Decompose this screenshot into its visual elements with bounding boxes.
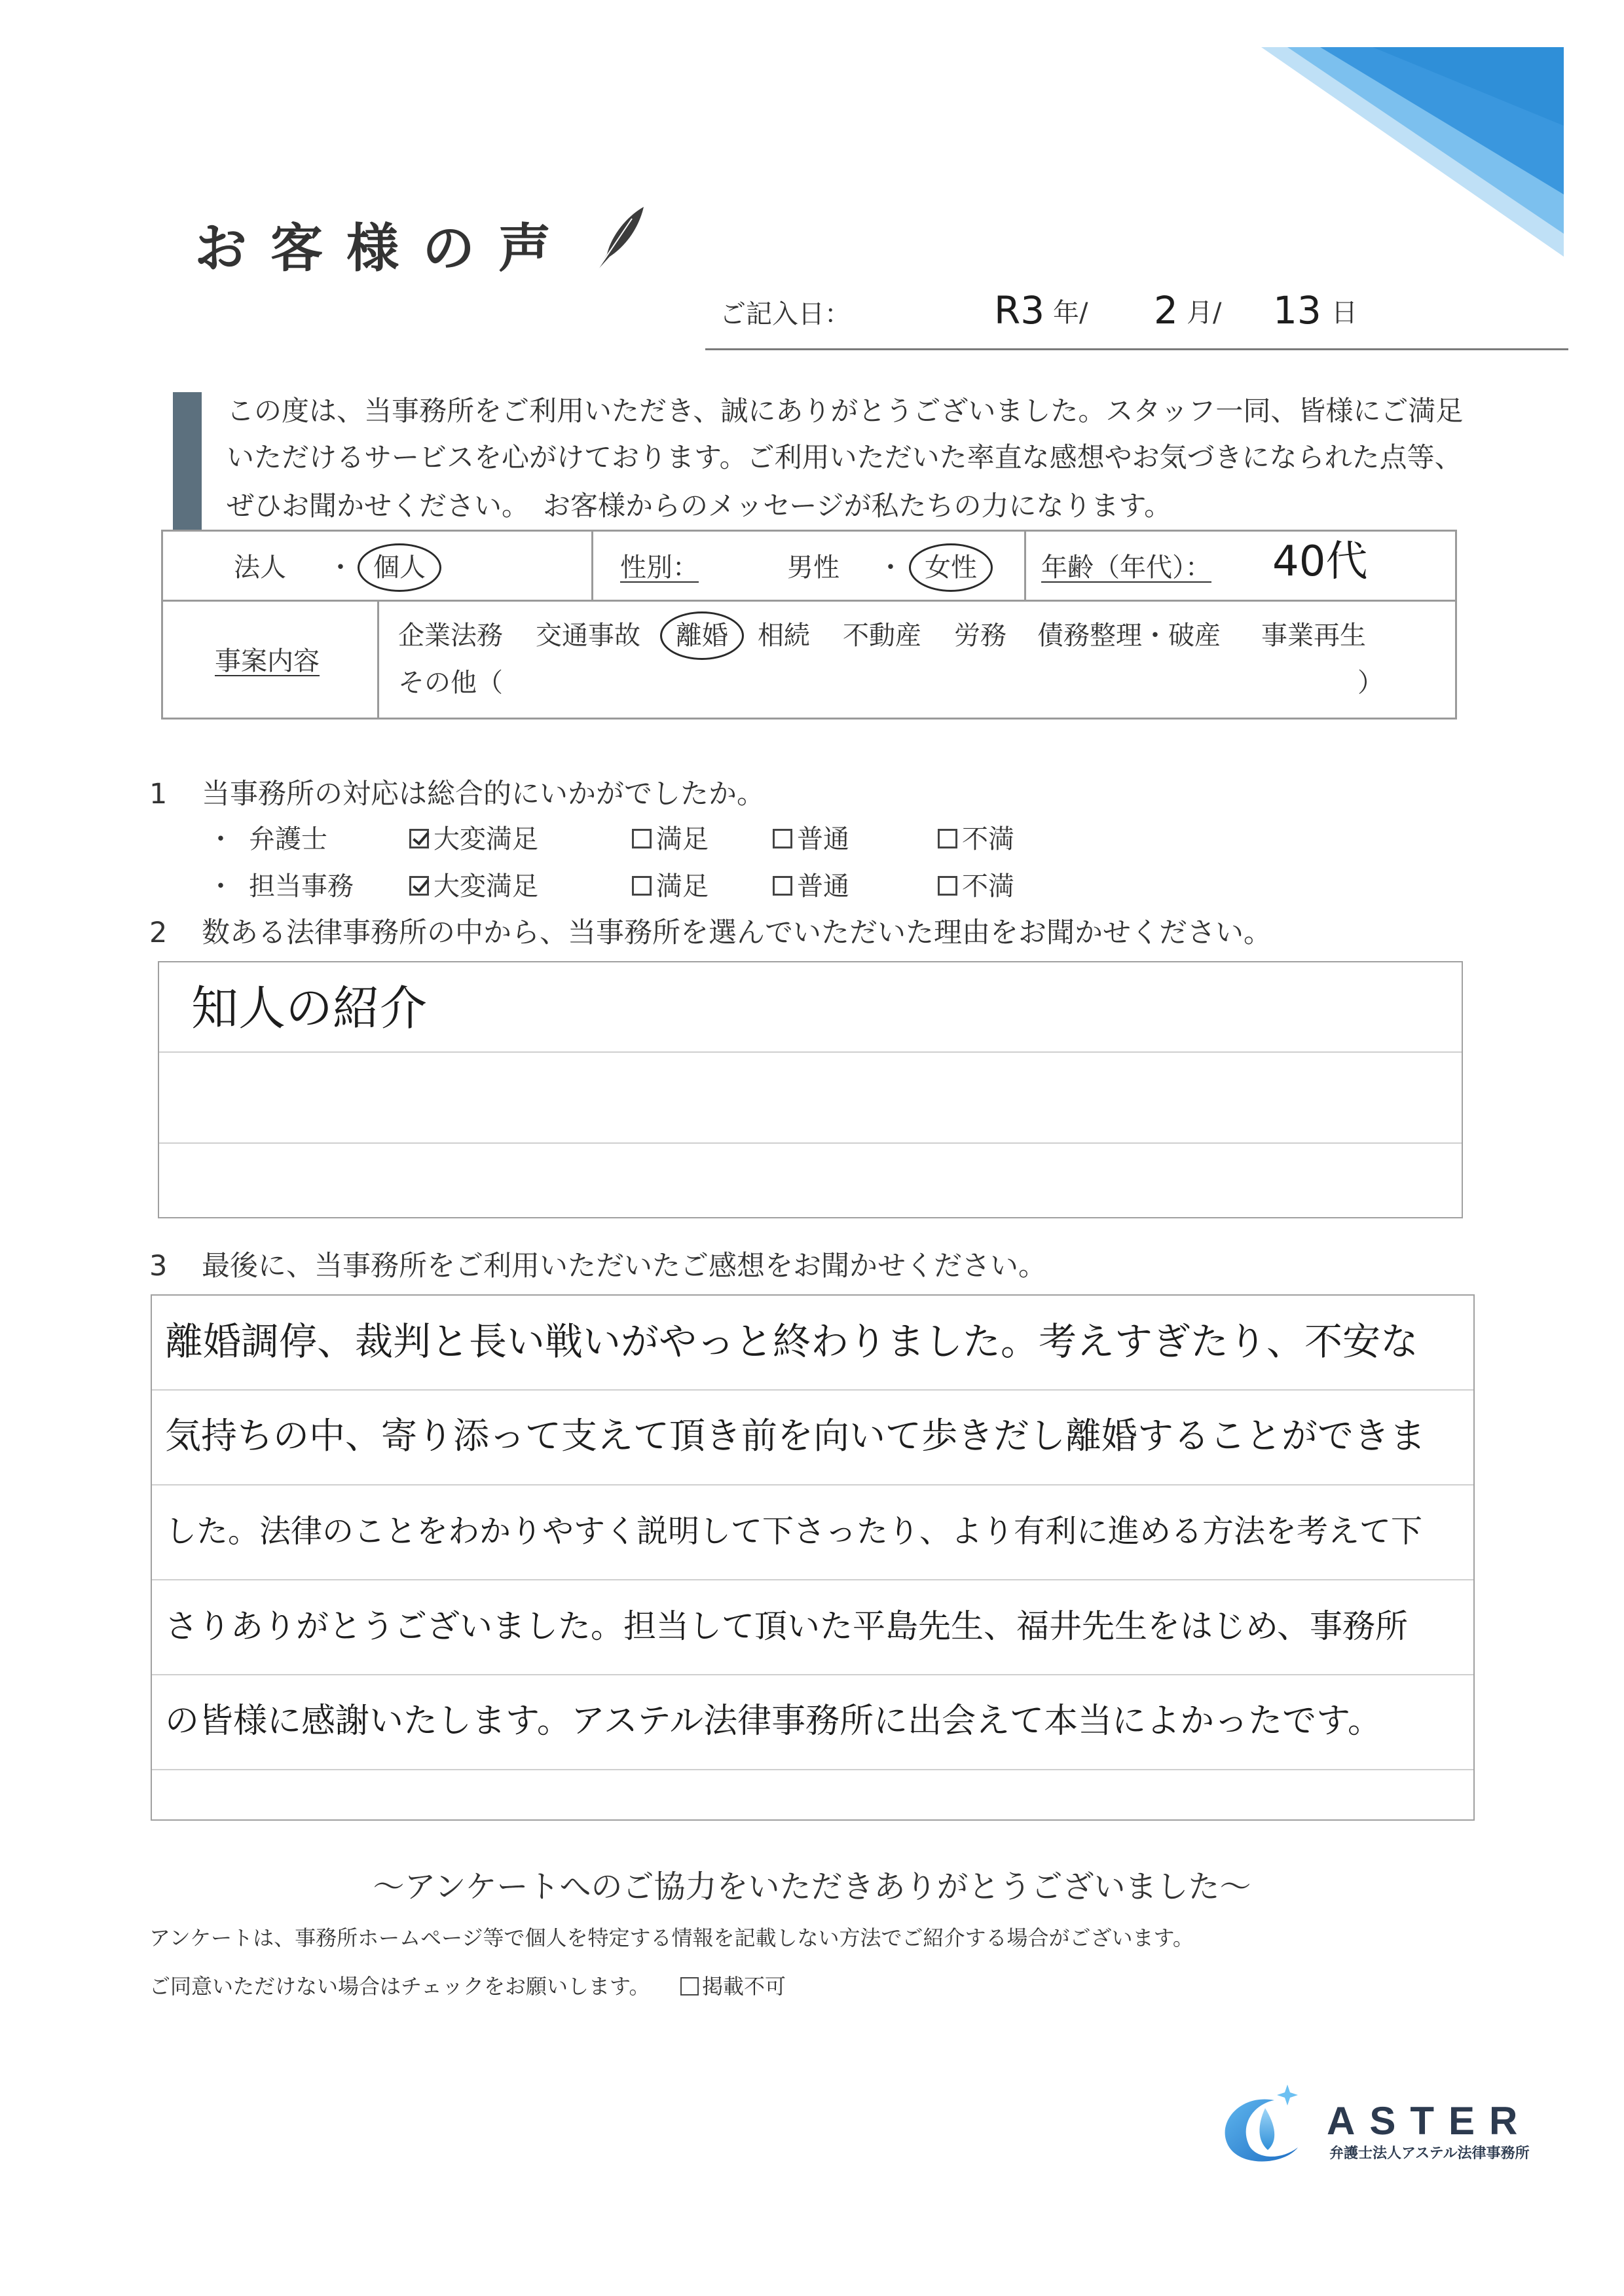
date-day-value: 13 (1273, 288, 1321, 333)
gender-separator: ・ (877, 553, 904, 583)
entity-option-corporate: 法人 (234, 553, 286, 583)
q1-row-label-staff: 担当事務 (249, 871, 354, 902)
corner-triangle-decoration (1261, 47, 1564, 257)
q1-row-label-lawyer: 弁護士 (249, 824, 327, 854)
q3-answer-box (151, 1294, 1475, 1821)
quill-icon (593, 204, 645, 273)
case-option: 事業再生 (1261, 621, 1366, 651)
case-option: 離婚 (676, 621, 728, 651)
date-year-unit: 年/ (1053, 298, 1088, 328)
date-label: ご記入日： (720, 299, 851, 329)
q3-text: 最後に、当事務所をご利用いただいたご感想をお聞かせください。 (202, 1250, 1046, 1283)
q1-option-label: 大変満足 (434, 871, 538, 902)
case-label: 事案内容 (215, 646, 320, 676)
date-year-value: R3 (994, 288, 1045, 333)
date-day-unit: 日 (1331, 298, 1357, 328)
q1-option-label: 不満 (962, 824, 1014, 854)
checkbox (409, 876, 429, 896)
age-value: 40代 (1272, 538, 1368, 586)
case-option: 相続 (758, 621, 810, 651)
case-other-close: ） (1357, 668, 1384, 698)
checkbox (632, 876, 652, 896)
optout-checkbox (680, 1977, 699, 1995)
table-col-divider (591, 530, 593, 600)
q2-answer-text: 知人の紹介 (191, 981, 428, 1036)
intro-bar (173, 392, 202, 530)
q1-option-label: 普通 (797, 871, 849, 902)
checkbox (409, 829, 429, 848)
case-option: 債務整理・破産 (1037, 621, 1221, 651)
q1-option-label: 普通 (797, 824, 849, 854)
gender-option-male: 男性 (787, 553, 840, 583)
footer-thanks: 〜アンケートへのご協力をいただきありがとうございました〜 (373, 1868, 1251, 1905)
logo-subtitle: 弁護士法人アステル法律事務所 (1329, 2145, 1530, 2162)
table-row-divider (161, 600, 1457, 602)
checkbox (773, 876, 792, 896)
entity-option-individual: 個人 (373, 553, 426, 583)
q2-text: 数ある法律事務所の中から、当事務所を選んでいただいた理由をお聞かせください。 (202, 917, 1272, 949)
checkbox (632, 829, 652, 848)
checkbox (938, 829, 957, 848)
case-option: 労務 (954, 621, 1006, 651)
page-title: お客様の声 (194, 218, 574, 279)
date-underline (705, 348, 1568, 350)
footer-notice: アンケートは、事務所ホームページ等で個人を特定する情報を記載しない方法でご紹介する場合がございます。 (149, 1925, 1194, 1950)
q3-answer-line: 気持ちの中、寄り添って支えて頂き前を向いて歩きだし離婚することができま (165, 1415, 1426, 1457)
q1-option-label: 満足 (656, 824, 709, 854)
q2-number: 2 (149, 917, 168, 949)
q1-row-bullet: ・ (208, 824, 234, 854)
date-month-unit: 月/ (1187, 298, 1222, 328)
age-label: 年齢（年代）： (1041, 553, 1211, 583)
case-other-label: その他（ (398, 668, 503, 698)
answer-rule-line (152, 1769, 1473, 1770)
q3-answer-line: の皆様に感謝いたします。アステル法律事務所に出会えて本当によかったです。 (165, 1702, 1382, 1741)
q1-text: 当事務所の対応は総合的にいかがでしたか。 (202, 778, 765, 811)
answer-rule-line (152, 1579, 1473, 1580)
q1-row-bullet: ・ (208, 871, 234, 902)
footer-consent: ご同意いただけない場合はチェックをお願いします。 (149, 1974, 650, 1999)
case-option: 不動産 (843, 621, 921, 651)
case-option: 交通事故 (536, 621, 640, 651)
aster-logo-icon (1217, 2082, 1303, 2164)
table-col-divider (377, 600, 379, 720)
optout-label: 掲載不可 (702, 1974, 786, 1999)
q3-answer-line: 離婚調停、裁判と長い戦いがやっと終わりました。考えすぎたり、不安な (165, 1319, 1419, 1364)
intro-line: この度は、当事務所をご利用いただき、誠にありがとうございました。スタッフ一同、皆様にご満足 (227, 395, 1464, 427)
q3-answer-line: さりありがとうございました。担当して頂いた平島先生、福井先生をはじめ、事務所 (165, 1607, 1408, 1645)
q1-option-label: 不満 (962, 871, 1014, 902)
answer-rule-line (152, 1389, 1473, 1391)
q1-option-label: 大変満足 (434, 824, 538, 854)
checkbox (938, 876, 957, 896)
logo-name: ASTER (1327, 2099, 1532, 2143)
gender-label: 性別： (620, 553, 699, 583)
q3-number: 3 (149, 1250, 168, 1283)
answer-rule-line (159, 1142, 1462, 1144)
q1-number: 1 (149, 778, 168, 811)
q3-answer-line: した。法律のことをわかりやすく説明して下さったり、より有利に進める方法を考えて下 (165, 1513, 1423, 1550)
answer-rule-line (152, 1674, 1473, 1675)
case-option: 企業法務 (398, 621, 503, 651)
entity-separator: ・ (327, 553, 354, 583)
checkbox (773, 829, 792, 848)
gender-option-female: 女性 (925, 553, 977, 583)
intro-line: ぜひお聞かせください。 お客様からのメッセージが私たちの力になります。 (227, 490, 1172, 522)
answer-rule-line (159, 1051, 1462, 1053)
table-col-divider (1024, 530, 1026, 600)
q1-option-label: 満足 (656, 871, 709, 902)
intro-line: いただけるサービスを心がけております。ご利用いただいた率直な感想やお気づきになられた点等、 (227, 441, 1462, 473)
answer-rule-line (152, 1484, 1473, 1485)
date-month-value: 2 (1154, 288, 1178, 333)
